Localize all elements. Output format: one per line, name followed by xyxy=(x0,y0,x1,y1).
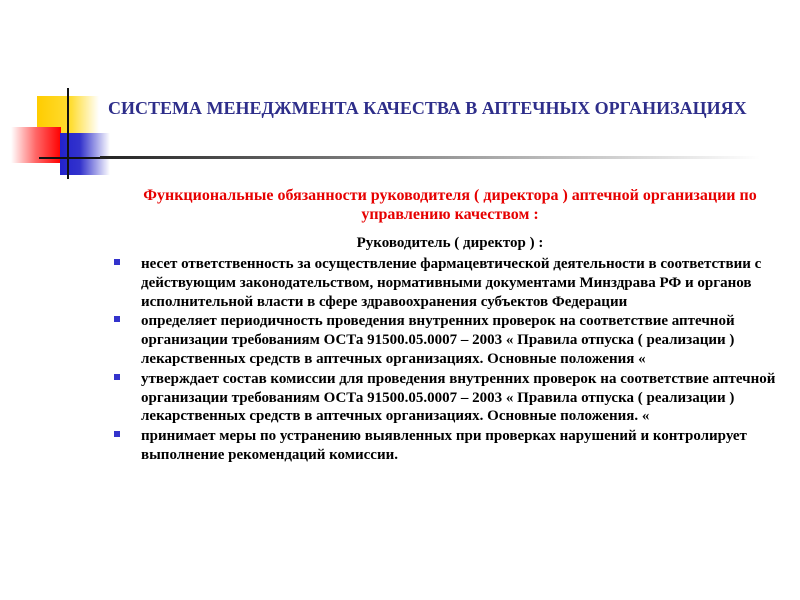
square-bullet-icon xyxy=(114,259,120,265)
title-underline-divider xyxy=(100,156,760,159)
square-bullet-icon xyxy=(114,374,120,380)
list-item-text: несет ответственность за осуществление фармацевтической деятельности в соответствии с действующим законодательством, нормативными документами Минздрава РФ и органов исполнительной власти в сфере здравоохранения субъектов Федерации xyxy=(141,256,762,310)
list-item xyxy=(110,312,780,368)
slide-subtitle: Функциональные обязанности руководителя ( директора ) аптечной организации по управлению качеством : xyxy=(143,187,757,223)
square-bullet-icon xyxy=(114,316,120,322)
lead-text: Руководитель ( директор ) : xyxy=(356,235,544,251)
list-item xyxy=(110,427,780,465)
list-item xyxy=(110,255,780,311)
list-item-text: определяет периодичность проведения внутренних проверок на соответствие аптечной организации требованиям ОСТа 91500.05.0007 – 2003 « Правила отпуска ( реализации ) лекарственных средств в аптечных организациях. Основные положения « xyxy=(141,313,735,367)
slide-title: СИСТЕМА МЕНЕДЖМЕНТА КАЧЕСТВА В АПТЕЧНЫХ ОРГАНИЗАЦИЯХ xyxy=(108,98,747,118)
list-item-text: принимает меры по устранению выявленных при проверках нарушений и контролирует выполнение рекомендаций комиссии. xyxy=(141,428,747,463)
square-bullet-icon xyxy=(114,431,120,437)
decorative-vertical-line xyxy=(67,88,69,179)
bullet-list xyxy=(110,255,780,466)
list-item-text: утверждает состав комиссии для проведения внутренних проверок на соответствие аптечной организации требованиям ОСТа 91500.05.0007 – 2003 « Правила отпуска ( реализации ) лекарственных средств в аптечных организациях. Основные положения. « xyxy=(141,370,776,425)
list-item xyxy=(110,370,780,426)
